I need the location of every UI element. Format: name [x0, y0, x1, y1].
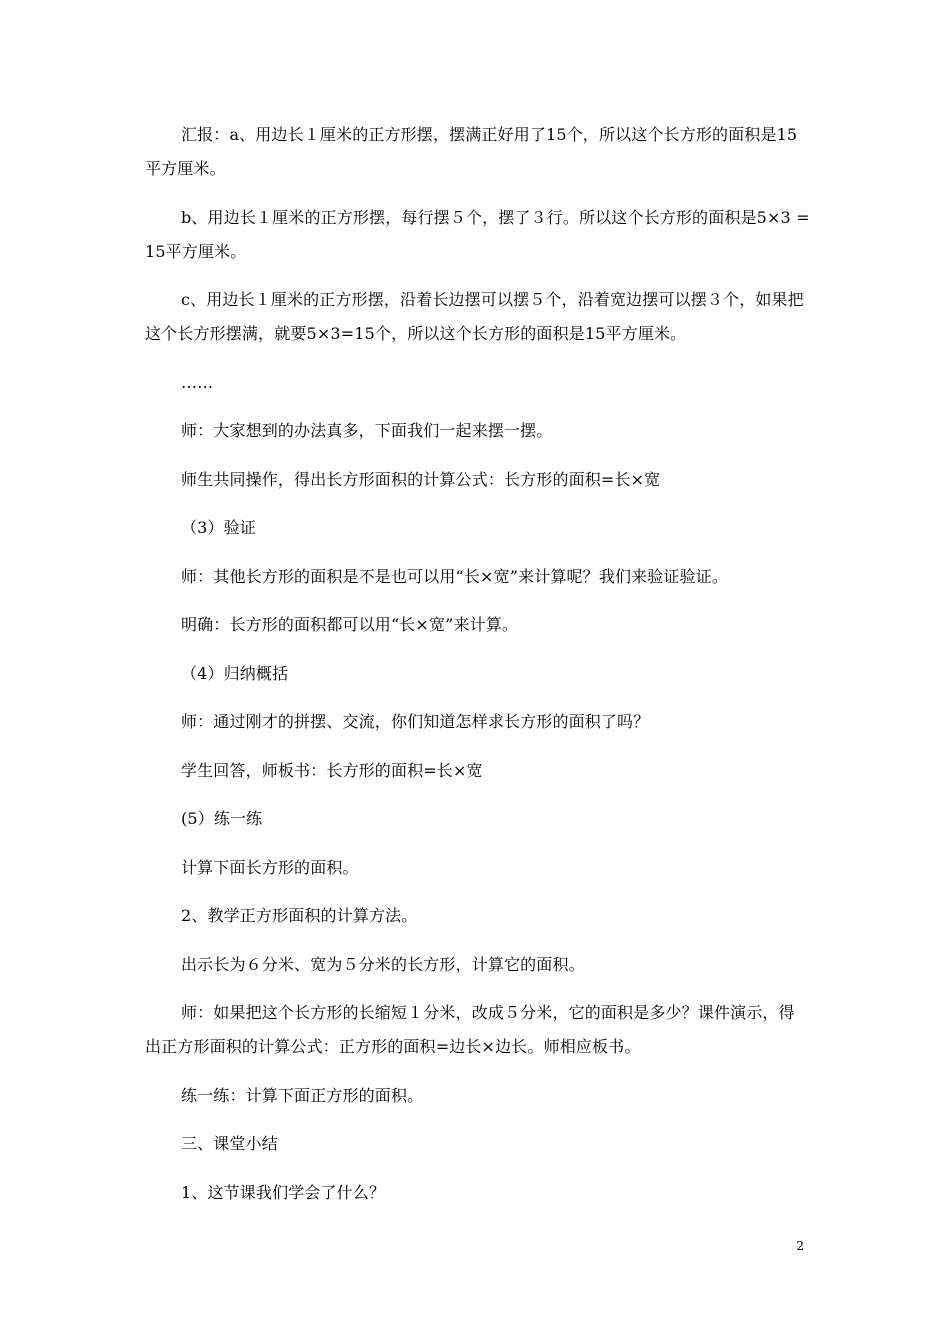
report-paragraph-a: 汇报：a、用边长１厘米的正方形摆，摆满正好用了15个，所以这个长方形的面积是15平方厘米。 [145, 125, 798, 178]
report-paragraph-b: b、用边长１厘米的正方形摆，每行摆５个，摆了３行。所以这个长方形的面积是5×3 =15平方厘米。 [145, 207, 810, 261]
square-method-heading: 2、教学正方形面积的计算方法。 [181, 906, 418, 925]
show-rectangle-paragraph: 出示长为６分米、宽为５分米的长方形，计算它的面积。 [181, 954, 585, 974]
summary-question-paragraph: 1、这节课我们学会了什么？ [181, 1182, 386, 1202]
teacher-paragraph-1: 师：大家想到的办法真多，下面我们一起来摆一摆。 [181, 421, 553, 440]
formula-paragraph: 师生共同操作，得出长方形面积的计算公式：长方形的面积=长×宽 [181, 469, 661, 489]
teacher-paragraph-4: 师：如果把这个长方形的长缩短１分米，改成５分米，它的面积是多少？课件演示，得出正方形面积的计算公式：正方形的面积=边长×边长。师相应板书。 [145, 1003, 795, 1056]
teacher-paragraph-3: 师：通过刚才的拼摆、交流，你们知道怎样求长方形的面积了吗？ [181, 712, 650, 731]
document-body [145, 118, 810, 1224]
practice-square-paragraph: 练一练：计算下面正方形的面积。 [181, 1085, 424, 1105]
section-heading-summary: （4）归纳概括 [181, 663, 289, 683]
practice-rectangle-paragraph: 计算下面长方形的面积。 [181, 857, 359, 877]
report-paragraph-c: c、用边长１厘米的正方形摆，沿着长边摆可以摆５个，沿着宽边摆可以摆３个，如果把这个长方形摆满，就要5×3=15个，所以这个长方形的面积是15平方厘米。 [145, 290, 804, 343]
class-summary-heading: 三、课堂小结 [181, 1134, 278, 1153]
section-heading-verify: （3）验证 [181, 518, 256, 537]
page-number: 2 [796, 1239, 804, 1253]
student-answer-paragraph: 学生回答，师板书：长方形的面积=长×宽 [181, 760, 483, 780]
section-heading-practice: (5）练一练 [181, 809, 263, 828]
ellipsis-paragraph: …… [181, 372, 214, 392]
teacher-paragraph-2: 师：其他长方形的面积是不是也可以用“长×宽”来计算呢？我们来验证验证。 [181, 566, 729, 586]
clarify-paragraph: 明确：长方形的面积都可以用“长×宽”来计算。 [181, 615, 519, 634]
